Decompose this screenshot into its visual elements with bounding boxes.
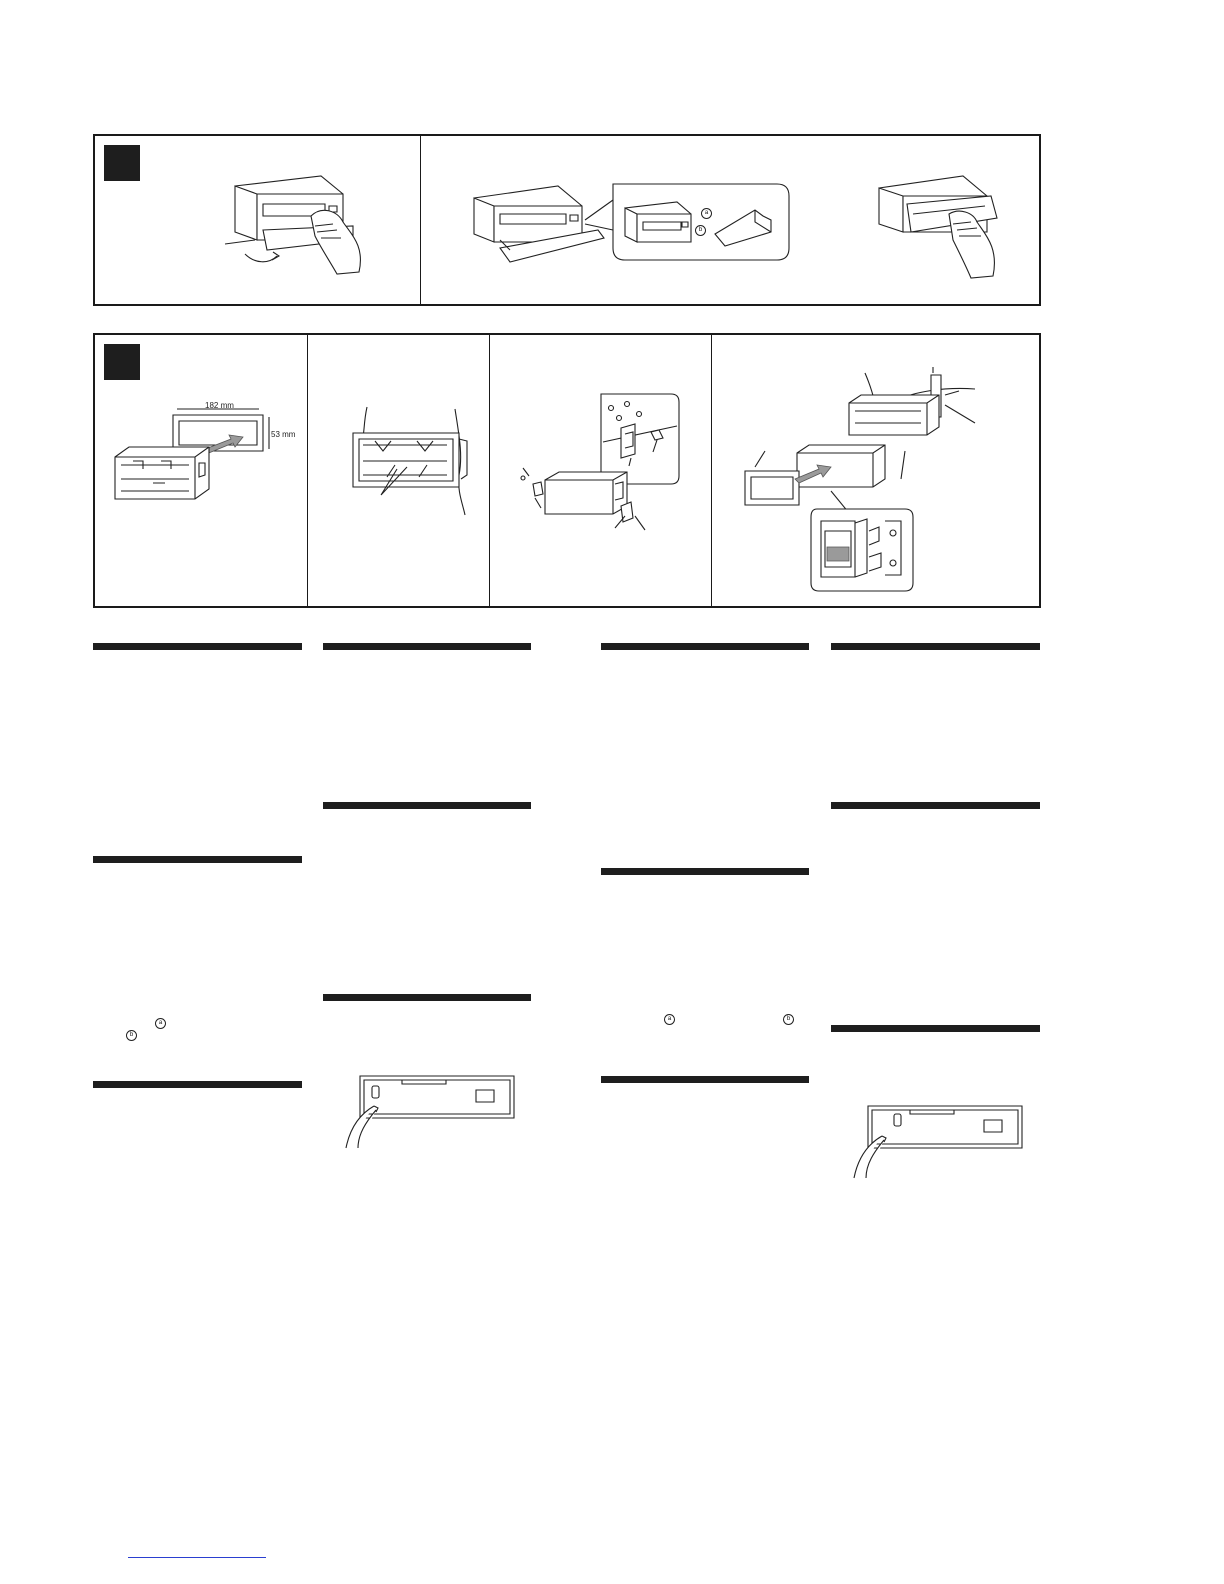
top-illustration-panel [93, 134, 1041, 306]
step-badge-icon [104, 344, 140, 380]
bracket-screw-illustration [515, 390, 695, 550]
section-rule [601, 1076, 809, 1083]
mounting-sleeve-illustration [113, 401, 313, 515]
section-rule [601, 868, 809, 875]
text-callout-b: b [783, 1014, 794, 1025]
reset-button-press-illustration [330, 1072, 520, 1152]
section-rule [831, 1025, 1040, 1032]
front-panel-detach-illustration [225, 168, 425, 283]
footer-link-underline[interactable] [128, 1557, 266, 1558]
section-rule [93, 1081, 302, 1088]
callout-b: b [695, 225, 706, 236]
front-panel-zoom-callout [585, 180, 795, 264]
section-rule [831, 643, 1040, 650]
sleeve-in-dashboard-illustration [347, 405, 487, 515]
text-callout-a: a [664, 1014, 675, 1025]
reset-button-press-illustration [838, 1102, 1028, 1182]
text-callout-a: a [155, 1018, 166, 1029]
section-rule [93, 643, 302, 650]
text-callout-b: b [126, 1030, 137, 1041]
section-rule [601, 643, 809, 650]
section-rule [323, 802, 531, 809]
step-badge-icon [104, 145, 140, 181]
dashboard-installation-illustration [745, 361, 1025, 601]
front-panel-attach-illustration [873, 168, 1043, 283]
section-rule [323, 994, 531, 1001]
section-rule [831, 802, 1040, 809]
section-rule [323, 643, 531, 650]
section-rule [93, 856, 302, 863]
height-dimension-label: 53 mm [271, 430, 296, 439]
width-dimension-label: 182 mm [205, 401, 234, 410]
installation-illustration-panel [93, 333, 1041, 608]
callout-a: a [701, 208, 712, 219]
